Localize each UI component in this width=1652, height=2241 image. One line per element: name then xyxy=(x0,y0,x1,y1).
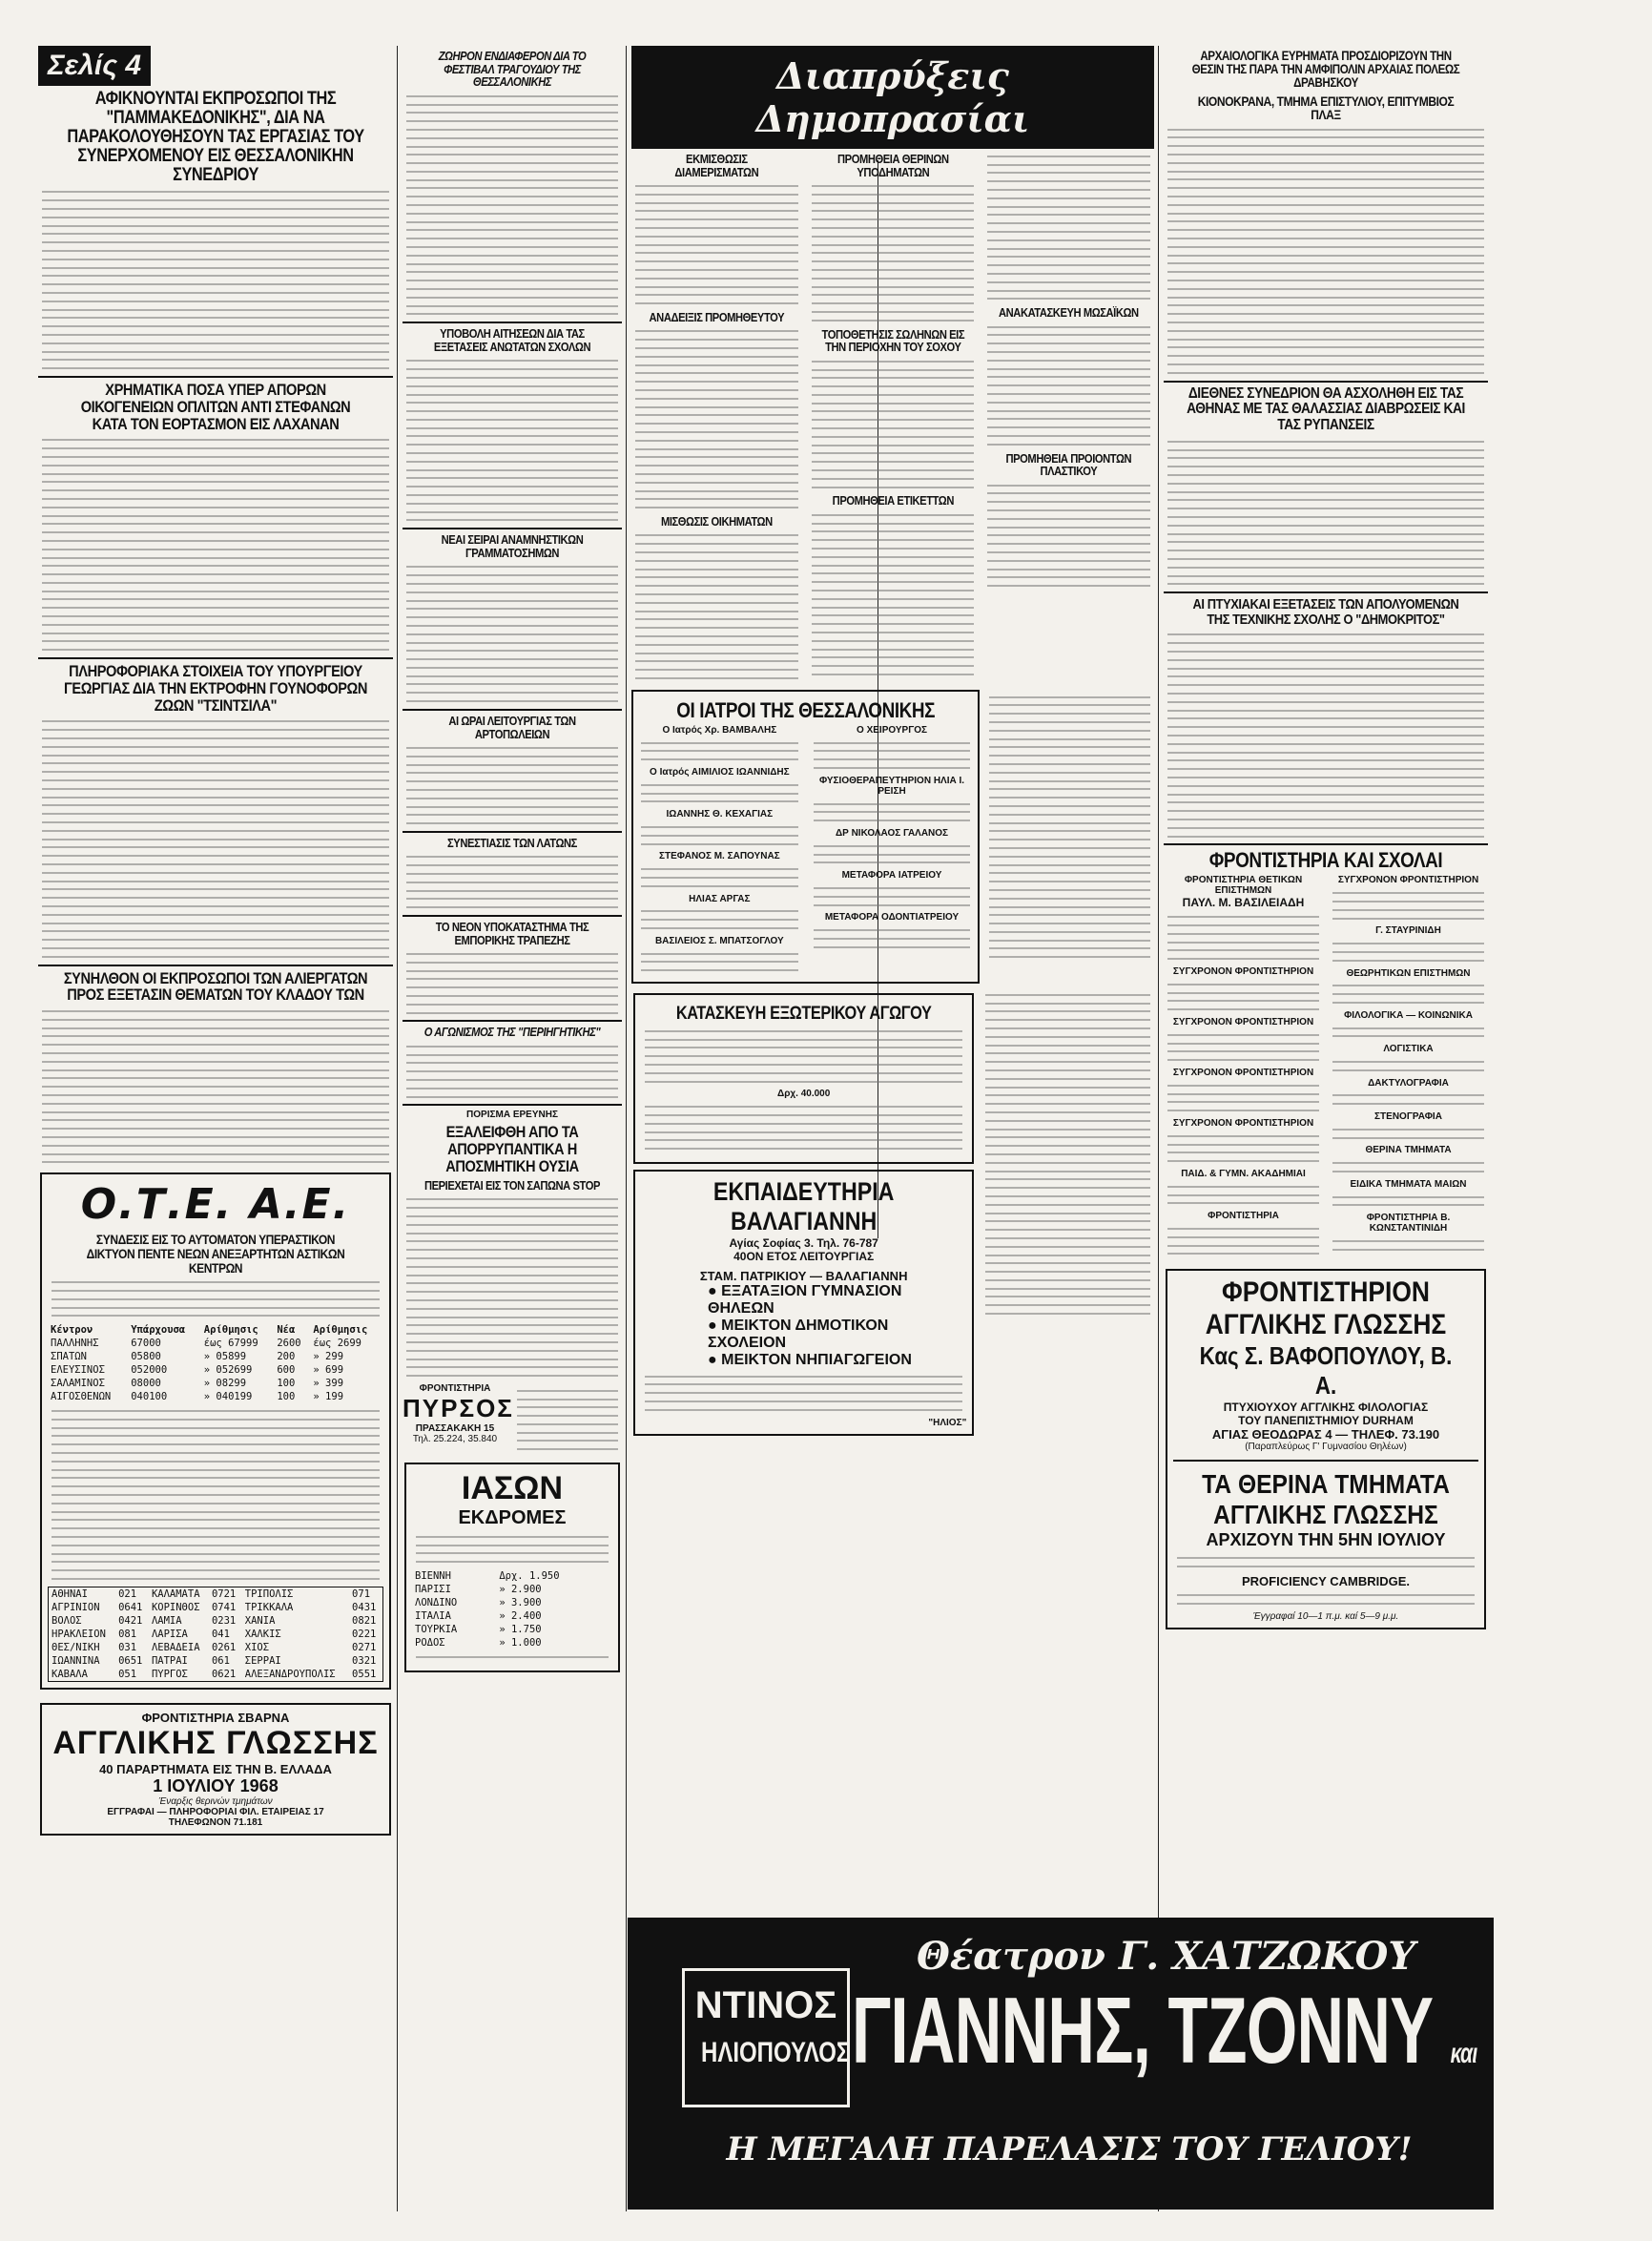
valagianni-item: ● ΜΕΙΚΤΟΝ ΝΗΠΙΑΓΩΓΕΙΟΝ xyxy=(708,1351,912,1368)
ad-body xyxy=(412,1536,612,1563)
column-rule xyxy=(397,46,398,2211)
actor-last-name: ΗΛΙΟΠΟΥΛΟΣ xyxy=(701,2037,851,2068)
table-row: ΒΙΕΝΝΗ Δρχ. 1.950 xyxy=(415,1570,560,1583)
school-entry: ΘΕΡΙΝΑ ΤΜΗΜΑΤΑ xyxy=(1365,1145,1452,1156)
vafopoulou-name: Κας Σ. ΒΑΦΟΠΟΥΛΟΥ, Β. Α. xyxy=(1199,1341,1453,1401)
vafopoulou-top: ΦΡΟΝΤΙΣΤΗΡΙΟΝ xyxy=(1222,1276,1430,1309)
doctors-title: ΟΙ ΙΑΤΡΟΙ ΤΗΣ ΘΕΣΣΑΛΟΝΙΚΗΣ xyxy=(676,697,936,722)
school-entry: ΦΙΛΟΛΟΓΙΚΑ — ΚΟΙΝΩΝΙΚΑ xyxy=(1344,1009,1473,1021)
sbarna-top: ΦΡΟΝΤΙΣΤΗΡΙΑ ΣΒΑΡΝΑ xyxy=(141,1710,290,1725)
table-row: ΣΑΛΑΜΙΝΟΣ 08000 » 08299 100 » 399 xyxy=(51,1378,344,1390)
doctor-entry: ΗΛΙΑΣ ΑΡΓΑΣ xyxy=(689,893,751,904)
article-body xyxy=(38,191,393,369)
article-body xyxy=(403,360,622,521)
table-row: ΑΓΡΙΝΙΟΝ 0641 ΚΟΡΙΝΘΟΣ 0741 ΤΡΙΚΚΑΛΑ 0431 xyxy=(52,1601,377,1613)
notice-title: ΠΡΟΜΗΘΕΙΑ ΕΤΙΚΕΤΤΩΝ xyxy=(832,493,954,508)
doctor-entry: ΙΩΑΝΝΗΣ Θ. ΚΕΧΑΓΙΑΣ xyxy=(666,809,774,820)
frontistiria-right xyxy=(1329,875,1488,1261)
iason-sub: ΕΚΔΡΟΜΕΣ xyxy=(458,1507,567,1529)
article-body xyxy=(403,747,622,824)
pyrsos-top: ΦΡΟΝΤΙΣΤΗΡΙΑ xyxy=(419,1382,491,1394)
headline-congress: ΔΙΕΘΝΕΣ ΣΥΝΕΔΡΙΟΝ ΘΑ ΑΣΧΟΛΗΘΗ ΕΙΣ ΤΑΣ ΑΘΗΝΑΣ ΜΕ ΤΑΣ ΘΑΛΑΣΣΙΑΣ ΔΙΑΒΡΩΣΕΙΣ ΚΑΙ ΤΑΣ ΡΥΠΑΝΣΕΙΣ xyxy=(1187,384,1465,434)
table-row: ΒΟΛΟΣ 0421 ΛΑΜΙΑ 0231 ΧΑΝΙΑ 0821 xyxy=(52,1614,377,1627)
table-row: ΛΟΝΔΙΝΟ » 3.900 xyxy=(415,1597,542,1609)
school-entry: ΣΥΓΧΡΟΝΟΝ ΦΡΟΝΤΙΣΤΗΡΙΟΝ xyxy=(1172,1017,1314,1027)
headline-latons: ΣΥΝΕΣΤΙΑΣΙΣ ΤΩΝ ΛΑΤΩΝΣ xyxy=(447,835,577,850)
ote-codes-table xyxy=(48,1587,383,1682)
doctor-entry: Ο ΧΕΙΡΟΥΡΓΟΣ xyxy=(857,724,927,736)
notices-continued xyxy=(981,987,1154,1442)
sbarna-line: ΕΓΓΡΑΦΑΙ — ΠΛΗΡΟΦΟΡΙΑΙ ΦΙΛ. ΕΤΑΙΡΕΙΑΣ 17 xyxy=(107,1806,324,1817)
table-row: ΡΟΔΟΣ » 1.000 xyxy=(415,1637,542,1650)
headline-stamps: ΝΕΑΙ ΣΕΙΡΑΙ ΑΝΑΜΝΗΣΤΙΚΩΝ ΓΡΑΜΜΑΤΟΣΗΜΩΝ xyxy=(441,532,584,560)
school-entry: ΣΥΓΧΡΟΝΟΝ ΦΡΟΝΤΙΣΤΗΡΙΟΝ xyxy=(1172,966,1314,978)
notice-title: ΑΝΑΔΕΙΞΙΣ ΠΡΟΜΗΘΕΥΤΟΥ xyxy=(649,310,785,325)
headline-archaeology: ΑΡΧΑΙΟΛΟΓΙΚΑ ΕΥΡΗΜΑΤΑ ΠΡΟΣΔΙΟΡΙΖΟΥΝ ΤΗΝ ΘΕΣΙΝ ΤΗΣ ΠΑΡΑ ΤΗΝ ΑΜΦΙΠΟΛΙΝ ΑΡΧΑΙΑΣ ΠΟΛΕΩΣ ΔΡΑΒΗΣΚΟΥ xyxy=(1191,49,1460,91)
kicker: ΠΟΡΙΣΜΑ ΕΡΕΥΝΗΣ xyxy=(466,1110,558,1121)
table-row: ΣΠΑΤΩΝ 05800 » 05899 200 » 299 xyxy=(51,1351,344,1363)
ote-subtitle: ΣΥΝΔΕΣΙΣ ΕΙΣ ΤΟ ΑΥΤΟΜΑΤΟΝ ΥΠΕΡΑΣΤΙΚΟΝ ΔΙΚΤΥΟΝ ΠΕΝΤΕ ΝΕΩΝ ΑΝΕΞΑΡΤΗΤΩΝ ΑΣΤΙΚΩΝ ΚΕΝΤΡΩΝ xyxy=(86,1232,345,1276)
newspaper-page xyxy=(38,46,1652,2211)
valagianni-item: ● ΜΕΙΚΤΟΝ ΔΗΜΟΤΙΚΟΝ ΣΧΟΛΕΙΟΝ xyxy=(708,1317,889,1351)
pyrsos-title: ΠΥΡΣΟΣ xyxy=(403,1393,514,1422)
school-entry: ΕΙΔΙΚΑ ΤΜΗΜΑΤΑ ΜΑΙΩΝ xyxy=(1350,1178,1467,1190)
ote-number-table: Κέντρον Υπάρχουσα Αρίθμησις Νέα Αρίθμησις ΠΑΛΛΗΝΗΣ 67000 έως 67999 2600 έως 2699 ΣΠΑΤΩΝ 05800 » 05899 200 » 299 ΕΛΕΥΣΙΝΟΣ 052000 » 052699 600 » 699 ΣΑΛΑΜΙΝΟΣ 08000 » 08299 100 » 399 ΑΙΓΟΣΘΕΝΩΝ 040100 » 040199 100 » 199 xyxy=(48,1323,383,1403)
vafopoulou-proficiency: PROFICIENCY CAMBRIDGE. xyxy=(1242,1573,1410,1588)
school-entry: ΛΟΓΙΣΤΙΚΑ xyxy=(1383,1044,1434,1055)
sbarna-title: ΑΓΓΛΙΚΗΣ ΓΛΩΣΣΗΣ xyxy=(52,1724,379,1761)
doctor-entry: ΒΑΣΙΛΕΙΟΣ Σ. ΜΠΑΤΣΟΓΛΟΥ xyxy=(654,935,784,946)
valagianni-sign: "ΗΛΙΟΣ" xyxy=(928,1417,967,1428)
pyrsos-advert xyxy=(403,1382,514,1457)
vafopoulou-advert xyxy=(1166,1269,1486,1629)
table-row: ΠΑΡΙΣΙ » 2.900 xyxy=(415,1584,542,1596)
iason-advert xyxy=(404,1463,620,1672)
pyrsos-addr: ΠΡΑΣΣΑΚΑΚΗ 15 xyxy=(415,1422,495,1434)
school-entry: ΦΡΟΝΤΙΣΤΗΡΙΑ ΘΕΤΙΚΩΝ ΕΠΙΣΤΗΜΩΝ xyxy=(1184,875,1303,897)
theatre-tagline: Η ΜΕΓΑΛΗ ΠΑΡΕΛΑΣΙΣ ΤΟΥ ΓΕΛΙΟΥ! xyxy=(726,2130,1413,2168)
sbarna-line: ΤΗΛΕΦΩΝΟΝ 71.181 xyxy=(168,1816,263,1828)
headline-exams: ΥΠΟΒΟΛΗ ΑΙΤΗΣΕΩΝ ΔΙΑ ΤΑΣ ΕΞΕΤΑΣΕΙΣ ΑΝΩΤΑΤΩΝ ΣΧΟΛΩΝ xyxy=(433,326,591,354)
article-body xyxy=(403,566,622,702)
ote-advert xyxy=(40,1172,391,1689)
sbarna-advert xyxy=(40,1703,391,1836)
show-title: ΓΙΑΝΝΗΣ, ΤΖΟΝΝΥ και ΙΒΑΝ xyxy=(852,1978,1652,2083)
table-row: ΚΑΒΑΛΑ 051 ΠΥΡΓΟΣ 0621 ΑΛΕΞΑΝΔΡΟΥΠΟΛΙΣ 0551 xyxy=(52,1668,377,1680)
subhead-stop: ΠΕΡΙΕΧΕΤΑΙ ΕΙΣ ΤΟΝ ΣΑΠΩΝΑ STOP xyxy=(423,1177,601,1193)
doctor-entry: ΣΤΕΦΑΝΟΣ Μ. ΣΑΠΟΥΝΑΣ xyxy=(659,851,780,862)
notice-title: ΠΡΟΜΗΘΕΙΑ ΠΡΟΙΟΝΤΩΝ ΠΛΑΣΤΙΚΟΥ xyxy=(1005,450,1132,479)
frontistiria-left xyxy=(1164,875,1323,1261)
iason-prices xyxy=(412,1569,612,1650)
left-ads xyxy=(631,987,976,1442)
vafopoulou-degree: ΠΤΥΧΙΟΥΧΟΥ ΑΓΓΛΙΚΗΣ ΦΙΛΟΛΟΓΙΑΣ xyxy=(1223,1401,1429,1415)
vafopoulou-summer: ΑΡΧΙΖΟΥΝ ΤΗΝ 5ΗΝ ΙΟΥΛΙΟΥ xyxy=(1206,1530,1446,1550)
headline-lachanas: ΧΡΗΜΑΤΙΚΑ ΠΟΣΑ ΥΠΕΡ ΑΠΟΡΩΝ ΟΙΚΟΓΕΝΕΙΩΝ ΟΠΛΙΤΩΝ ΑΝΤΙ ΣΤΕΦΑΝΩΝ ΚΑΤΑ ΤΟΝ ΕΟΡΤΑΣΜΟΝ ΕΙΣ ΛΑΧΑΝΑΝ xyxy=(80,381,351,433)
valagianni-addr: Αγίας Σοφίας 3. Τηλ. 76-787 xyxy=(729,1235,878,1250)
article-body xyxy=(403,953,622,1014)
school-entry: ΔΑΚΤΥΛΟΓΡΑΦΙΑ xyxy=(1368,1077,1449,1089)
sbarna-line: Έναρξις θερινών τμημάτων xyxy=(158,1795,273,1807)
school-entry: ΦΡΟΝΤΙΣΤΗΡΙΑ xyxy=(1208,1211,1279,1222)
school-entry: ΣΥΓΧΡΟΝΟΝ ΦΡΟΝΤΙΣΤΗΡΙΟΝ xyxy=(1172,1117,1314,1129)
valagianni-advert xyxy=(633,1170,974,1436)
frontistiria-grid xyxy=(1164,875,1488,1261)
headline-tsintsila: ΠΛΗΡΟΦΟΡΙΑΚΑ ΣΤΟΙΧΕΙΑ ΤΟΥ ΥΠΟΥΡΓΕΙΟΥ ΓΕΩΡΓΙΑΣ ΔΙΑ ΤΗΝ ΕΚΤΡΟΦΗΝ ΓΟΥΝΟΦΟΡΩΝ ΖΩΩΝ "ΤΣΙΝΤΣΙΛΑ" xyxy=(64,662,367,715)
ad-body xyxy=(513,1383,622,1457)
theatre-advert xyxy=(628,1918,1652,2210)
vafopoulou-summer: ΤΑ ΘΕΡΙΝΑ ΤΜΗΜΑΤΑ xyxy=(1202,1469,1450,1500)
school-entry: ΠΑΥΛ. Μ. ΒΑΣΙΛΕΙΑΔΗ xyxy=(1182,896,1305,910)
ote-body xyxy=(48,1281,383,1317)
section-title: Σελίς 4 xyxy=(38,46,151,86)
doctor-entry: Ο Ιατρός ΑΙΜΙΛΙΟΣ ΙΩΑΝΝΙΔΗΣ xyxy=(650,767,790,778)
vafopoulou-summer: ΑΓΓΛΙΚΗΣ ΓΛΩΣΣΗΣ xyxy=(1213,1500,1438,1530)
vafopoulou-hours: Έγγραφαί 10—1 π.μ. καί 5—9 μ.μ. xyxy=(1252,1610,1399,1622)
vafopoulou-univ: ΤΟΥ ΠΑΝΕΠΙΣΤΗΜΙΟΥ DURHAM xyxy=(1238,1414,1414,1428)
notices-col xyxy=(631,149,802,686)
vafopoulou-title: ΑΓΓΛΙΚΗΣ ΓΛΩΣΣΗΣ xyxy=(1205,1309,1447,1341)
school-entry: ΠΑΙΔ. & ΓΥΜΝ. ΑΚΑΔΗΜΙΑΙ xyxy=(1181,1168,1306,1179)
school-entry: Γ. ΣΤΑΥΡΙΝΙΔΗ xyxy=(1375,925,1441,937)
headline-pammakedoniki: ΑΦΙΚΝΟΥΝΤΑΙ ΕΚΠΡΟΣΩΠΟΙ ΤΗΣ "ΠΑΜΜΑΚΕΔΟΝΙΚΗΣ", ΔΙΑ ΝΑ ΠΑΡΑΚΟΛΟΥΘΗΣΟΥΝ ΤΑΣ ΕΡΓΑΣΙΑΣ ΤΟΥ ΣΥΝΕΡΧΟΜΕΝΟΥ ΕΙΣ ΘΕΣΣΑΛΟΝΙΚΗΝ ΣΥΝΕΔΡΙΟΥ xyxy=(67,89,364,185)
vafopoulou-note: (Παραπλεύρως Γ' Γυμνασίου Θηλέων) xyxy=(1245,1442,1407,1453)
column-rule xyxy=(1158,46,1159,2211)
headline-festival: ΖΩΗΡΟΝ ΕΝΔΙΑΦΕΡΟΝ ΔΙΑ ΤΟ ΦΕΣΤΙΒΑΛ ΤΡΑΓΟΥΔΙΟΥ ΤΗΣ ΘΕΣΣΑΛΟΝΙΚΗΣ xyxy=(438,49,587,90)
valagianni-item: ● ΕΞΑΤΑΞΙΟΝ ΓΥΜΝΑΣΙΟΝ ΘΗΛΕΩΝ xyxy=(708,1282,902,1317)
agogos-advert xyxy=(633,993,974,1164)
article-body xyxy=(38,1010,393,1163)
article-body xyxy=(1164,633,1488,837)
table-row: ΠΑΛΛΗΝΗΣ 67000 έως 67999 2600 έως 2699 xyxy=(51,1338,361,1350)
notices-col xyxy=(808,149,979,686)
col2-ads xyxy=(403,1383,622,1457)
headline-dimokritos: ΑΙ ΠΤΥΧΙΑΚΑΙ ΕΞΕΤΑΣΕΙΣ ΤΩΝ ΑΠΟΛΥΟΜΕΝΩΝ ΤΗΣ ΤΕΧΝΙΚΗΣ ΣΧΟΛΗΣ Ο "ΔΗΜΟΚΡΙΤΟΣ" xyxy=(1192,596,1459,628)
valagianni-dir: ΣΤΑΜ. ΠΑΤΡΙΚΙΟΥ — ΒΑΛΑΓΙΑΝΝΗ xyxy=(699,1268,908,1283)
table-row: ΑΘΗΝΑΙ 021 ΚΑΛΑΜΑΤΑ 0721 ΤΡΙΠΟΛΙΣ 071 xyxy=(52,1587,371,1600)
column-2 xyxy=(403,46,622,2211)
agogos-price: Δρχ. 40.000 xyxy=(777,1089,831,1100)
table-row: ΤΟΥΡΚΙΑ » 1.750 xyxy=(415,1624,542,1636)
doctor-entry: ΦΥΣΙΟΘΕΡΑΠΕΥΤΗΡΙΟΝ ΗΛΙΑ Ι. ΡΕΙΣΗ xyxy=(818,775,965,797)
article-body xyxy=(403,1198,622,1377)
article-body xyxy=(403,95,622,316)
iason-title: ΙΑΣΩΝ xyxy=(461,1470,564,1507)
notice-title: ΑΝΑΚΑΤΑΣΚΕΥΗ ΜΩΣΑΪΚΩΝ xyxy=(999,305,1140,321)
notice-title: ΕΚΜΙΣΘΩΣΙΣ ΔΙΑΜΕΡΙΣΜΑΤΩΝ xyxy=(674,152,759,179)
agogos-title: ΚΑΤΑΣΚΕΥΗ ΕΞΩΤΕΡΙΚΟΥ ΑΓΩΓΟΥ xyxy=(675,1004,932,1024)
notice-title: ΠΡΟΜΗΘΕΙΑ ΘΕΡΙΝΩΝ ΥΠΟΔΗΜΑΤΩΝ xyxy=(836,152,949,179)
headline-detergent: ΕΞΑΛΕΙΦΘΗ ΑΠΟ ΤΑ ΑΠΟΡΡΥΠΑΝΤΙΚΑ Η ΑΠΟΣΜΗΤΙΚΗ ΟΥΣΙΑ xyxy=(445,1123,579,1176)
table-row: ΙΤΑΛΙΑ » 2.400 xyxy=(415,1610,542,1623)
article-body xyxy=(403,1046,622,1098)
table-row: ΗΡΑΚΛΕΙΟΝ 081 ΛΑΡΙΣΑ 041 ΧΑΛΚΙΣ 0221 xyxy=(52,1628,377,1640)
ad-body xyxy=(412,1656,612,1658)
headline-bakeries: ΑΙ ΩΡΑΙ ΛΕΙΤΟΥΡΓΙΑΣ ΤΩΝ ΑΡΤΟΠΩΛΕΙΩΝ xyxy=(448,713,576,741)
sbarna-line: 40 ΠΑΡΑΡΤΗΜΑΤΑ ΕΙΣ ΤΗΝ Β. ΕΛΛΑΔΑ xyxy=(99,1761,332,1776)
ads-row xyxy=(631,987,1154,1442)
valagianni-years: 40ΟΝ ΕΤΟΣ ΛΕΙΤΟΥΡΓΙΑΣ xyxy=(733,1249,875,1263)
table-row: ΘΕΣ/ΝΙΚΗ 031 ΛΕΒΑΔΕΙΑ 0261 ΧΙΟΣ 0271 xyxy=(52,1641,377,1653)
notices-col xyxy=(983,149,1154,686)
school-entry: ΘΕΩΡΗΤΙΚΩΝ ΕΠΙΣΤΗΜΩΝ xyxy=(1346,967,1471,979)
notices-continued xyxy=(985,690,1154,984)
headline-bank: ΤΟ ΝΕΟΝ ΥΠΟΚΑΤΑΣΤΗΜΑ ΤΗΣ ΕΜΠΟΡΙΚΗΣ ΤΡΑΠΕΖΗΣ xyxy=(435,919,589,947)
table-row: ΕΛΕΥΣΙΝΟΣ 052000 » 052699 600 » 699 xyxy=(51,1364,344,1377)
article-body xyxy=(1164,129,1488,374)
vafopoulou-addr: ΑΓΙΑΣ ΘΕΟΔΩΡΑΣ 4 — ΤΗΛΕΦ. 73.190 xyxy=(1211,1427,1440,1442)
headline-alierg: ΣΥΝΗΛΘΟΝ ΟΙ ΕΚΠΡΟΣΩΠΟΙ ΤΩΝ ΑΛΙΕΡΓΑΤΩΝ ΠΡΟΣ ΕΞΕΤΑΣΙΝ ΘΕΜΑΤΩΝ ΤΟΥ ΚΛΑΔΟΥ ΤΩΝ xyxy=(63,968,368,1005)
theatre-left-box xyxy=(682,1968,850,2107)
notice-title: ΜΙΣΘΩΣΙΣ ΟΙΚΗΜΑΤΩΝ xyxy=(660,514,773,529)
doctor-entry: Ο Ιατρός Χρ. ΒΑΜΒΑΛΗΣ xyxy=(662,724,777,736)
ote-title: Ο.Τ.Ε. Α.Ε. xyxy=(80,1180,351,1230)
pyrsos-tel: Τηλ. 25.224, 35.840 xyxy=(412,1433,498,1444)
table-row: ΙΩΑΝΝΙΝΑ 0651 ΠΑΤΡΑΙ 061 ΣΕΡΡΑΙ 0321 xyxy=(52,1654,377,1667)
column-rule xyxy=(626,46,627,2211)
theatre-top: Θέατρον Γ. ΧΑΤΖΩΚΟΥ xyxy=(917,1934,1415,1979)
doctor-entry: ΜΕΤΑΦΟΡΑ ΙΑΤΡΕΙΟΥ xyxy=(841,870,942,882)
school-entry: ΣΥΓΧΡΟΝΟΝ ΦΡΟΝΤΙΣΤΗΡΙΟΝ xyxy=(1172,1067,1314,1078)
subhead-archaeology: ΚΙΟΝΟΚΡΑΝΑ, ΤΜΗΜΑ ΕΠΙΣΤΥΛΙΟΥ, ΕΠΙΤΥΜΒΙΟΣ ΠΛΑΞ xyxy=(1197,93,1455,123)
notices-banner: Διαπρύξεις Δημοπρασίαι xyxy=(631,46,1154,149)
school-entry: ΦΡΟΝΤΙΣΤΗΡΙΑ Β. ΚΩΝΣΤΑΝΤΙΝΙΔΗ xyxy=(1366,1213,1451,1235)
article-body xyxy=(38,720,393,957)
doctors-section xyxy=(631,690,980,984)
frontistiria-title: ΦΡΟΝΤΙΣΤΗΡΙΑ ΚΑΙ ΣΧΟΛΑΙ xyxy=(1208,848,1443,873)
ote-body xyxy=(48,1410,383,1580)
column-4 xyxy=(1164,46,1488,1906)
doctors-row xyxy=(631,690,1154,984)
valagianni-title: ΕΚΠΑΙΔΕΥΤΗΡΙΑ ΒΑΛΑΓΙΑΝΝΗ xyxy=(712,1176,895,1235)
doctor-entry: ΔΡ ΝΙΚΟΛΑΟΣ ΓΑΛΑΝΟΣ xyxy=(835,828,949,840)
notice-title: ΤΟΠΟΘΕΤΗΣΙΣ ΣΩΛΗΝΩΝ ΕΙΣ ΤΗΝ ΠΕΡΙΟΧΗΝ ΤΟΥ ΣΟΧΟΥ xyxy=(821,326,964,355)
headline-periigitiki: Ο ΑΓΩΝΙΣΜΟΣ ΤΗΣ "ΠΕΡΙΗΓΗΤΙΚΗΣ" xyxy=(423,1025,601,1040)
sbarna-date: 1 ΙΟΥΛΙΟΥ 1968 xyxy=(153,1775,279,1795)
article-body xyxy=(38,439,393,651)
column-1 xyxy=(38,46,393,2211)
column-3 xyxy=(631,46,1154,1906)
article-body xyxy=(403,856,622,908)
doctor-entry: ΜΕΤΑΦΟΡΑ ΟΔΟΝΤΙΑΤΡΕΙΟΥ xyxy=(824,912,960,923)
actor-first-name: ΝΤΙΝΟΣ xyxy=(694,1984,837,2026)
table-row: ΑΙΓΟΣΘΕΝΩΝ 040100 » 040199 100 » 199 xyxy=(51,1391,344,1403)
school-entry: ΣΤΕΝΟΓΡΑΦΙΑ xyxy=(1374,1110,1442,1122)
school-entry: ΣΥΓΧΡΟΝΟΝ ΦΡΟΝΤΙΣΤΗΡΙΟΝ xyxy=(1337,875,1479,886)
notices-grid xyxy=(631,149,1154,686)
article-body xyxy=(1164,441,1488,586)
